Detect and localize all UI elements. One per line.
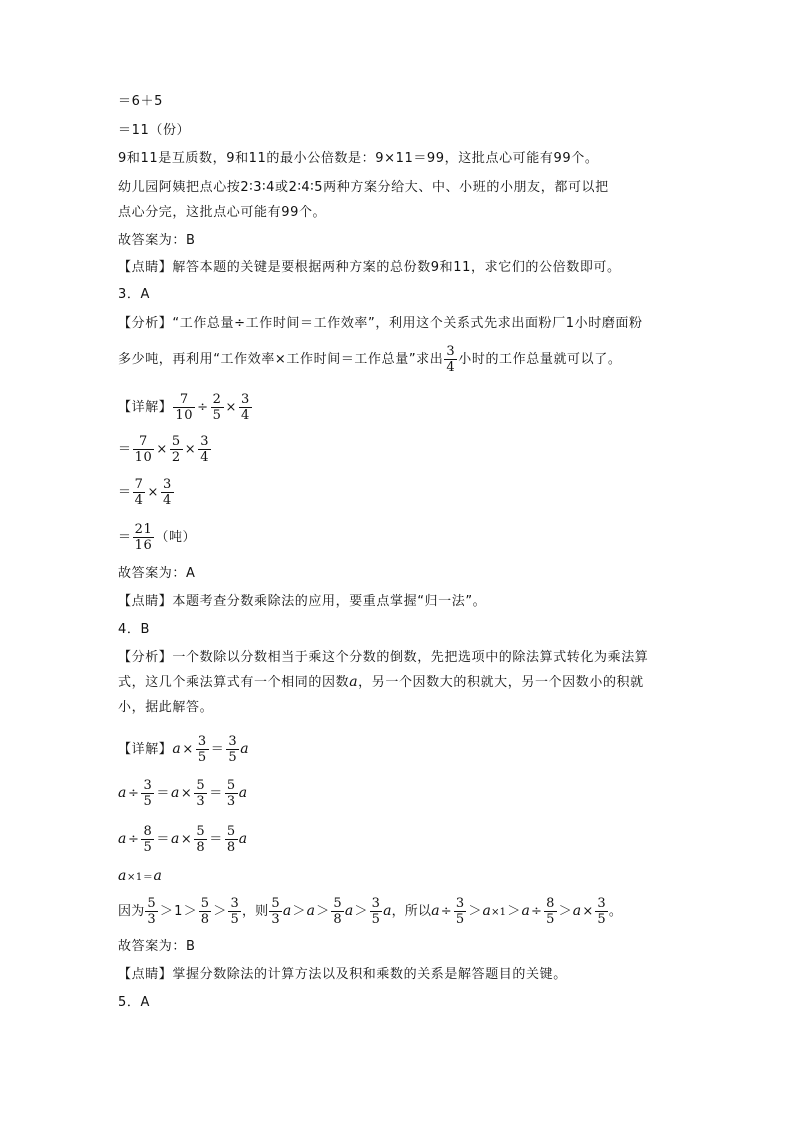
calc-step xyxy=(118,434,684,465)
fraction: $\frac{5}{3}$ xyxy=(147,896,156,927)
calc-result xyxy=(118,522,684,553)
fraction: $\frac{3}{4}$ xyxy=(200,434,210,465)
fraction: $\frac{5}{2}$ xyxy=(171,434,181,465)
fraction: $\frac{3}{4}$ xyxy=(162,477,172,508)
unit: （吨） xyxy=(155,530,197,545)
question-number: 4．B xyxy=(118,622,150,637)
fraction: $\frac{3}{5}$ xyxy=(455,896,465,927)
fraction: $\frac{21}{16}$ xyxy=(134,522,153,553)
fraction: $\frac{7}{10}$ xyxy=(175,392,194,423)
question-number: 5．A xyxy=(118,995,150,1010)
fraction: $\frac{2}{5}$ xyxy=(212,392,222,423)
equals-sign: ＝ xyxy=(118,442,132,457)
fraction: $\frac{3}{5}$ xyxy=(228,734,238,765)
calc-step xyxy=(118,477,684,508)
detail-label: 【详解】 xyxy=(118,400,173,415)
text-segment: ，另一个因数大的积就大，另一个因数小的积就 xyxy=(358,675,644,690)
fraction: $\frac{7}{4}$ xyxy=(134,477,144,508)
key-point-line: 【点睛】掌握分数除法的计算方法以及积和乘数的关系是解答题目的关键。 xyxy=(118,967,567,982)
analysis-line: 【分析】“工作总量÷工作时间＝工作效率”，利用这个关系式先求出面粉厂1小时磨面粉 xyxy=(118,316,643,331)
analysis-line: 【分析】一个数除以分数相当于乘这个分数的倒数，先把选项中的除法算式转化为乘法算 xyxy=(118,650,649,665)
text-line: 点心分完，这批点心可能有99个。 xyxy=(118,205,327,220)
fraction: $\frac{8}{5}$ xyxy=(143,824,153,855)
comparison-line: 因为 $\frac{5}{3}$ ＞1＞ $\frac{5}{8}$ ＞ $\frac{3}{5}$ ，则 $\frac{5}{3}$ a＞a＞ $\frac{5}{8}$ a＞ $\frac{3}{5}$ a，所以a÷ $\frac{3}{5}$ ＞a×1＞a÷ $\frac{8}{5}$ ＞a× $\frac{3}{5}$ 。 xyxy=(118,896,623,927)
fraction: $\frac{3}{5}$ xyxy=(197,734,207,765)
calc-line-2: ＝11（份） xyxy=(118,123,191,138)
answer-line: 故答案为：B xyxy=(118,233,196,248)
text-segment: 多少吨，再利用“工作效率×工作时间＝工作总量”求出 xyxy=(118,352,444,367)
fraction: $\frac{3}{5}$ xyxy=(371,896,381,927)
detail-expression: 【详解】a× $\frac{3}{5}$ ＝ $\frac{3}{5}$ a xyxy=(118,734,250,765)
fraction: $\frac{3}{5}$ xyxy=(143,778,153,809)
answer-line: 故答案为：B xyxy=(118,939,196,954)
fraction: $\frac{8}{5}$ xyxy=(546,896,555,927)
times-sign: × xyxy=(184,442,197,457)
divide-sign: ÷ xyxy=(197,400,209,415)
key-point-line: 【点睛】本题考查分数乘除法的应用，要重点掌握“归一法”。 xyxy=(118,594,487,609)
fraction: $\frac{3}{5}$ xyxy=(230,896,239,927)
fraction: $\frac{3}{5}$ xyxy=(597,896,606,927)
fraction: $\frac{5}{3}$ xyxy=(196,778,206,809)
fraction: $\frac{5}{3}$ xyxy=(271,896,280,927)
analysis-line-2 xyxy=(118,344,684,375)
fraction: $\frac{7}{10}$ xyxy=(134,434,153,465)
detail-label: 【详解】 xyxy=(118,742,173,757)
fraction: $\frac{5}{8}$ xyxy=(226,824,236,855)
question-number: 3．A xyxy=(118,287,150,302)
times-sign: × xyxy=(225,400,238,415)
key-point-line: 【点睛】解答本题的关键是要根据两种方案的总份数9和11，求它们的公倍数即可。 xyxy=(118,260,621,275)
fraction: $\frac{5}{8}$ xyxy=(200,896,210,927)
times-sign: × xyxy=(156,442,168,457)
analysis-line-2 xyxy=(118,672,684,693)
fraction: $\frac{5}{3}$ xyxy=(226,778,236,809)
calc-step: a÷ $\frac{8}{5}$ ＝a× $\frac{5}{8}$ ＝ $\frac{5}{8}$ a xyxy=(118,824,248,855)
answer-line: 故答案为：A xyxy=(118,566,196,581)
fraction: $\frac{5}{8}$ xyxy=(333,896,342,927)
calc-step: a×1＝a xyxy=(118,868,163,884)
analysis-line-3: 小，据此解答。 xyxy=(118,700,214,715)
equals-sign: ＝ xyxy=(118,485,132,500)
equals-sign: ＝ xyxy=(118,530,132,545)
fraction: $\frac{3}{4}$ xyxy=(446,344,456,375)
text-line: 9和11是互质数，9和11的最小公倍数是：9×11＝99，这批点心可能有99个。 xyxy=(118,151,599,166)
times-sign: × xyxy=(147,485,159,500)
fraction: $\frac{3}{4}$ xyxy=(241,392,250,423)
calc-step: a÷ $\frac{3}{5}$ ＝a× $\frac{5}{3}$ ＝ $\frac{5}{3}$ a xyxy=(118,778,248,809)
calc-line-1: ＝6＋5 xyxy=(118,94,163,109)
text-segment: 小时的工作总量就可以了。 xyxy=(458,352,622,367)
fraction: $\frac{5}{8}$ xyxy=(196,824,206,855)
text-line: 幼儿园阿姨把点心按2∶3∶4或2∶4∶5两种方案分给大、中、小班的小朋友，都可以把 xyxy=(118,180,609,195)
text-segment: 式，这几个乘法算式有一个相同的因数 xyxy=(118,675,350,690)
detail-expression xyxy=(118,392,684,423)
variable-a: a xyxy=(349,674,359,690)
